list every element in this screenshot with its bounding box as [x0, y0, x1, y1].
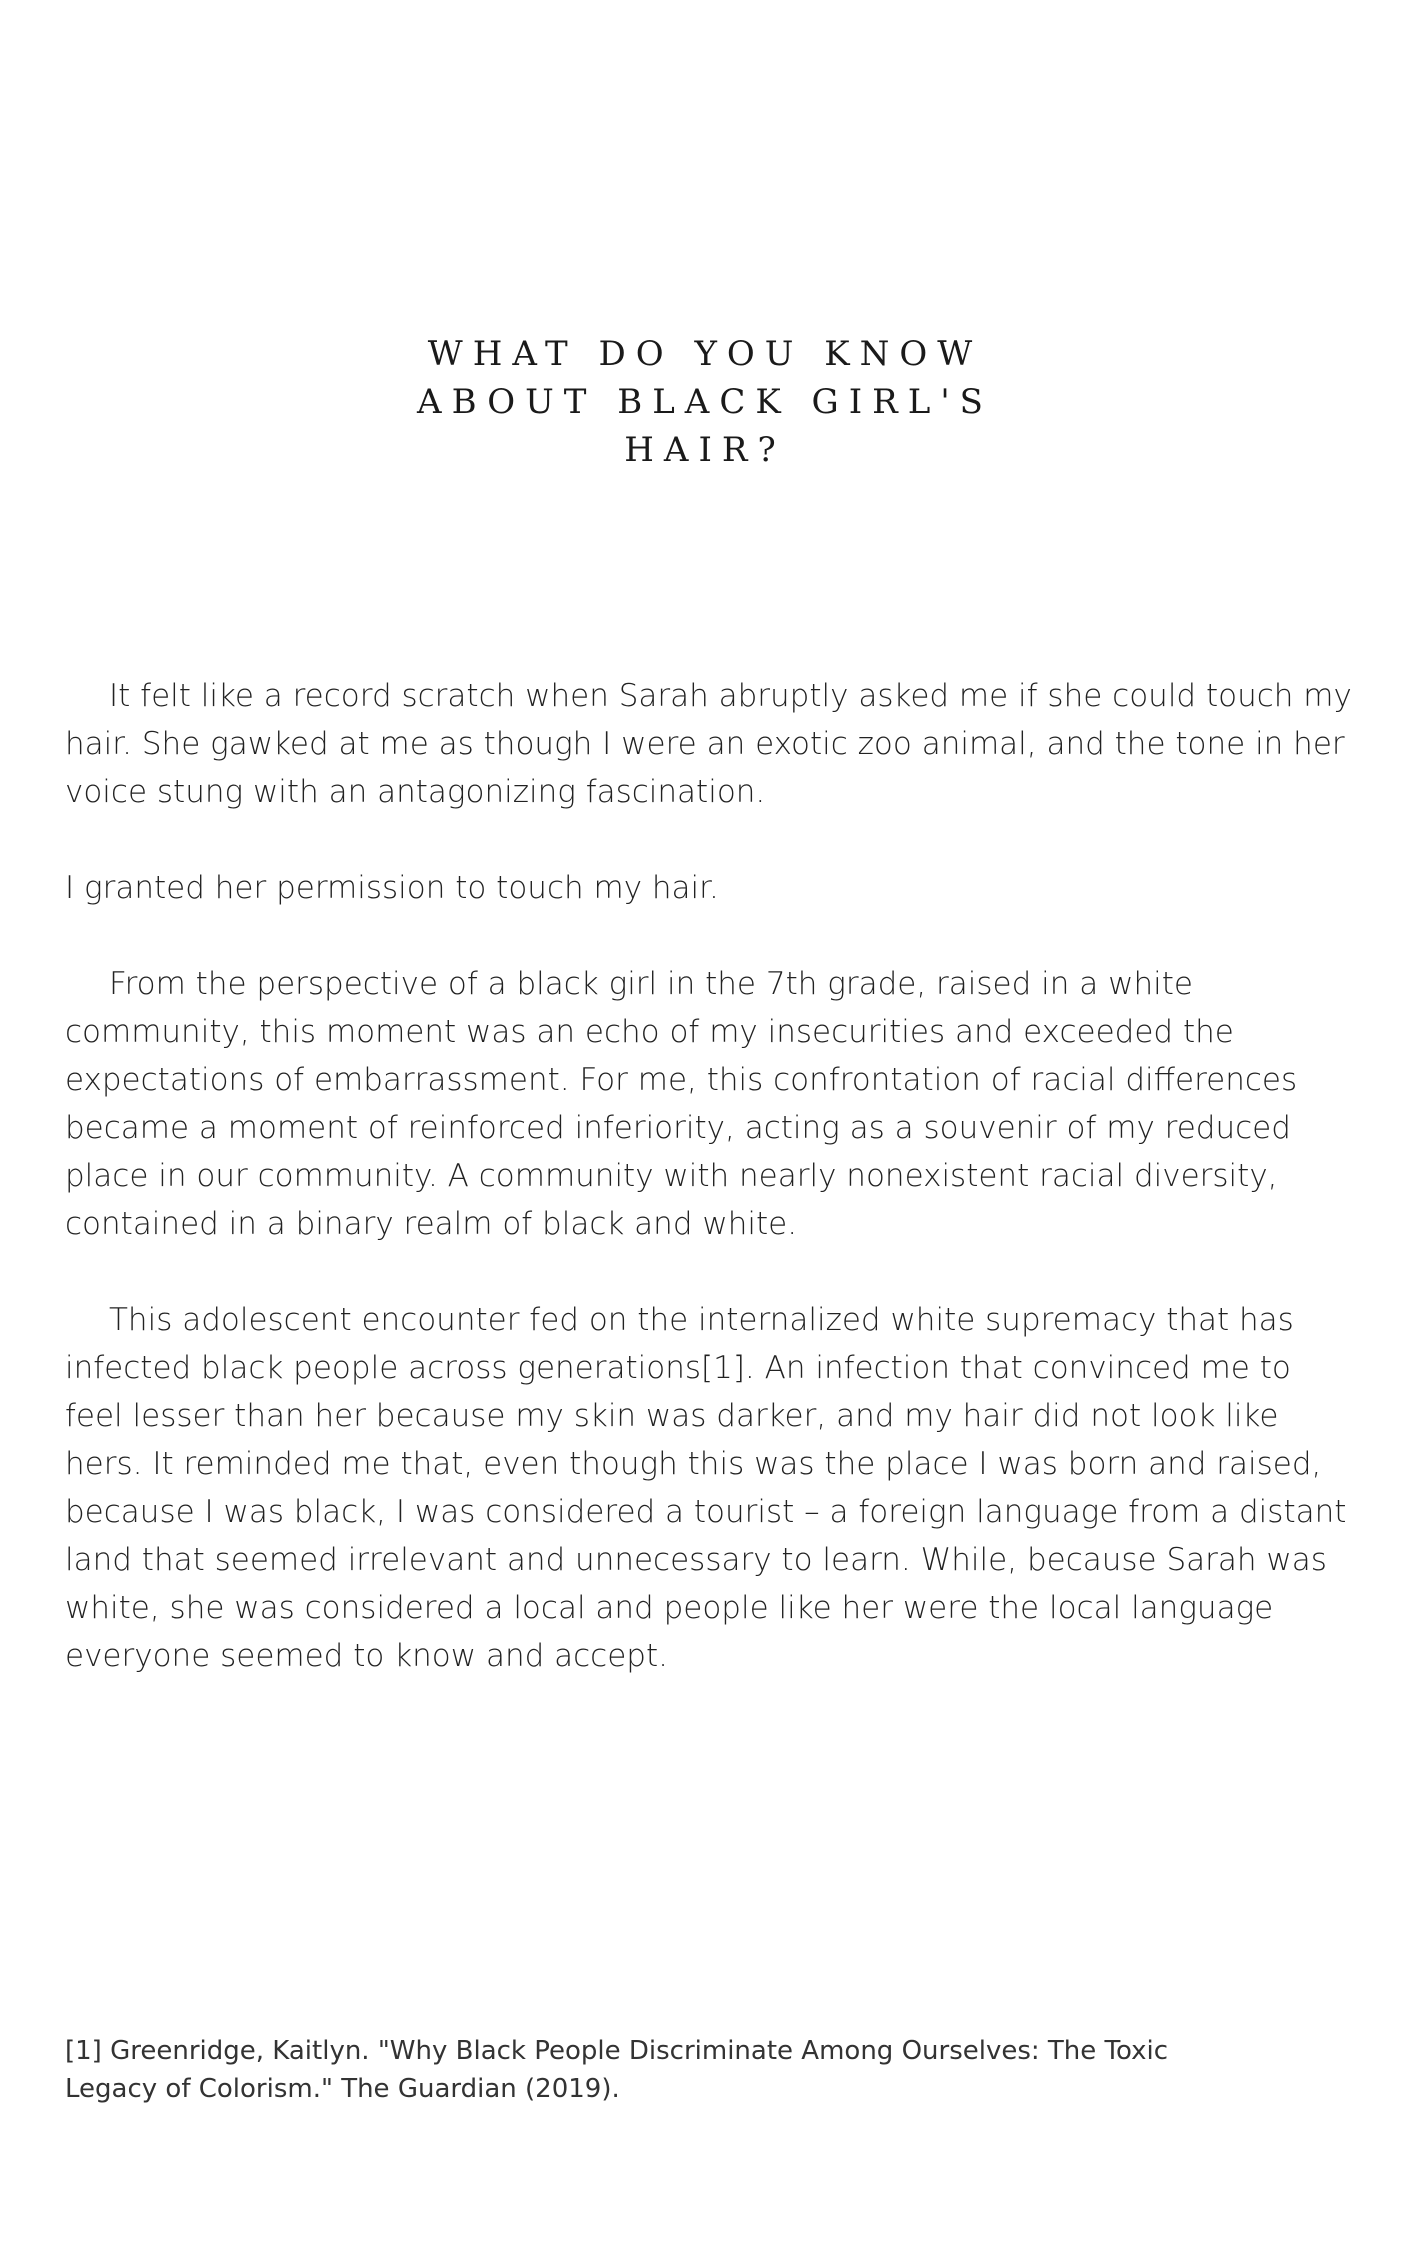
- footnote: [1] Greenridge, Kaitlyn. "Why Black People Discriminate Among Ourselves: The Toxic Legacy of Colorism." The Guardian (2019).: [65, 2036, 1169, 2104]
- paragraph-3: From the perspective of a black girl in the 7th grade, raised in a white community, this moment was an echo of my insecurities and exceeded the expectations of embarrassment. For me, this confrontation of racial differences became a moment of reinforced inferiority, acting as a souvenir of my reduced place in our community. A community with nearly nonexistent racial diversity, contained in a binary realm of black and white.: [65, 966, 1298, 1242]
- paragraph-4: This adolescent encounter fed on the internalized white supremacy that has infected black people across generations[1]. An infection that convinced me to feel lesser than her because my skin was darker, and my hair did not look like hers. It reminded me that, even though this was the place I was born and raised, because I was black, I was considered a tourist – a foreign language from a distant land that seemed irrelevant and unnecessary to learn. While, because Sarah was white, she was considered a local and people like her were the local language everyone seemed to know and accept.: [65, 1302, 1347, 1674]
- title-line-3: HAIR?: [624, 430, 786, 470]
- title-line-1: WHAT DO YOU KNOW: [427, 334, 983, 374]
- paragraph-2: I granted her permission to touch my hair.: [65, 870, 719, 906]
- page-title: [0, 330, 1410, 474]
- paragraph-1: It felt like a record scratch when Sarah abruptly asked me if she could touch my hair. She gawked at me as though I were an exotic zoo animal, and the tone in her voice stung with an antagonizing fascination.: [65, 678, 1352, 810]
- title-line-2: ABOUT BLACK GIRL'S: [417, 382, 993, 422]
- essay-body: [65, 672, 1355, 1728]
